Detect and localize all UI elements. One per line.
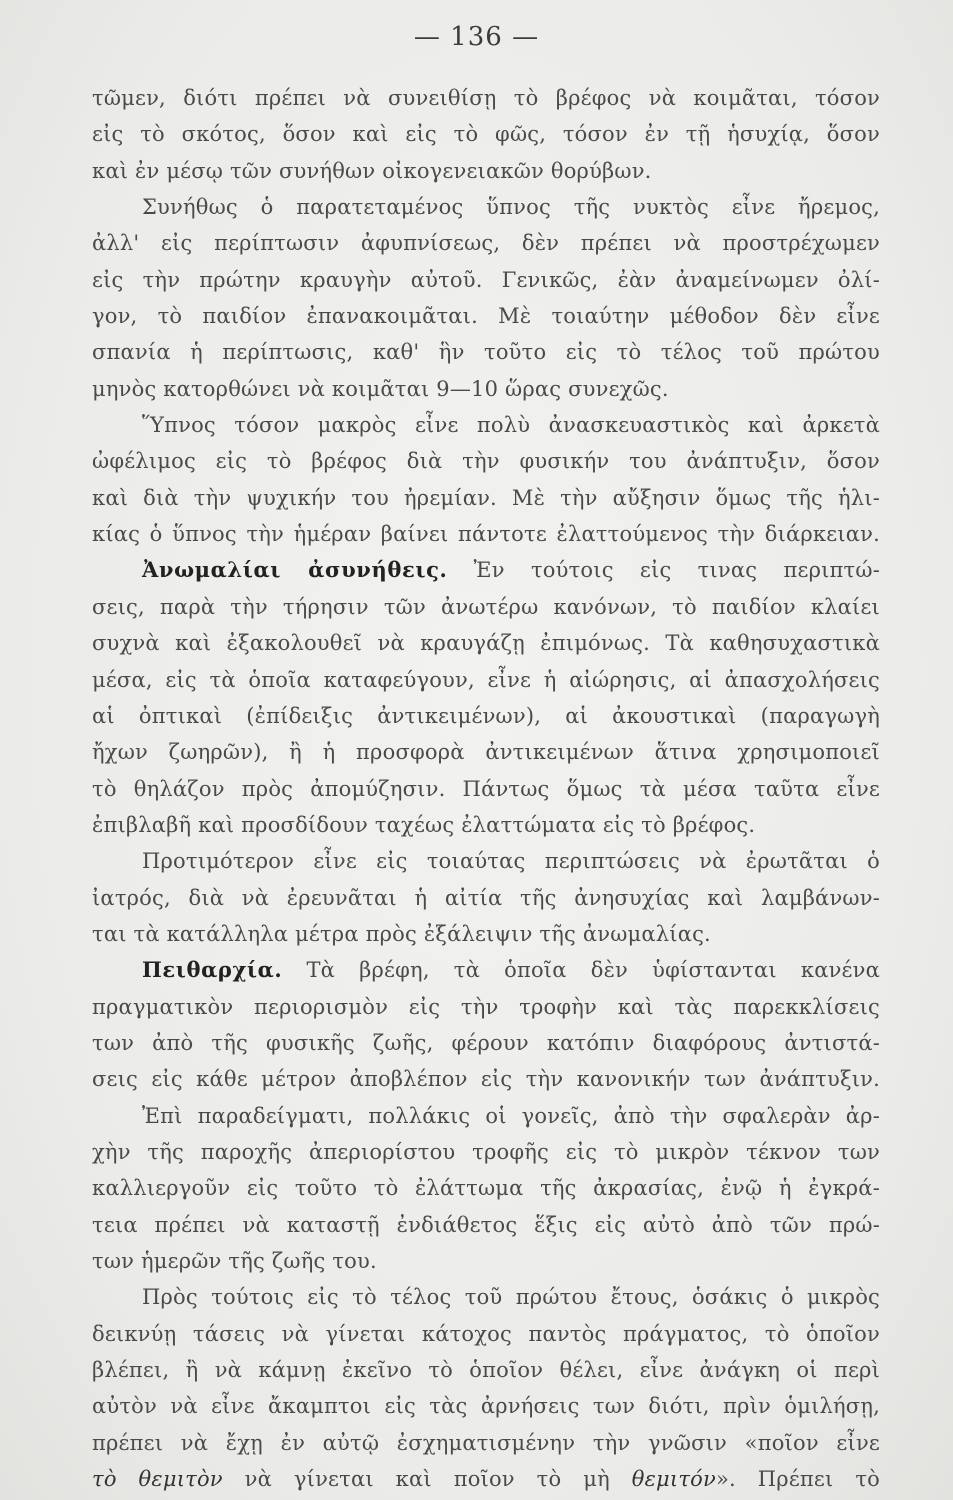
text-line: γον, τὸ παιδίον ἐπανακοιμᾶται. Μὲ τοιαύτην μέθοδον δὲν εἶνε — [92, 304, 880, 329]
text-line: ἰατρός, διὰ νὰ ἐρευνᾶται ἡ αἰτία τῆς ἀνησυχίας καὶ λαμβάνων- — [92, 885, 880, 910]
text-line: των ἀπὸ τῆς φυσικῆς ζωῆς, φέρουν κατόπιν διαφόρους ἀντιστά- — [92, 1030, 880, 1055]
text-line: καὶ ἐν μέσῳ τῶν συνήθων οἰκογενειακῶν θορύβων. — [92, 158, 652, 183]
text-line: βλέπει, ἢ νὰ κάμνῃ ἐκεῖνο τὸ ὁποῖον θέλει, εἶνε ἀνάγκη οἱ περὶ — [92, 1358, 880, 1383]
text-line: τὸ θεμιτὸν νὰ γίνεται καὶ ποῖον τὸ μὴ θεμιτόν». Πρέπει τὸ — [92, 1467, 880, 1492]
paragraph-start: Προτιμότερον εἶνε εἰς τοιαύτας περιπτώσεις νὰ ἐρωτᾶται ὁ — [142, 849, 880, 874]
text-line: ται τὰ κατάλληλα μέτρα πρὸς ἐξάλειψιν τῆς ἀνωμαλίας. — [92, 921, 711, 946]
text-line: κίας ὁ ὕπνος τὴν ἡμέραν βαίνει πάντοτε ἐλαττούμενος τὴν διάρκειαν. — [92, 522, 880, 547]
text-line: τὸ θηλάζον πρὸς ἀπομύζησιν. Πάντως ὅμως τὰ μέσα ταῦτα εἶνε — [92, 776, 880, 801]
text-line: δεικνύῃ τάσεις νὰ γίνεται κάτοχος παντὸς πράγματος, τὸ ὁποῖον — [92, 1321, 880, 1346]
text-line: σεις, παρὰ τὴν τήρησιν τῶν ἀνωτέρω κανόνων, τὸ παιδίον κλαίει — [92, 594, 880, 619]
text-line: καὶ διὰ τὴν ψυχικήν του ἠρεμίαν. Μὲ τὴν αὔξησιν ὅμως τῆς ἡλι- — [92, 485, 880, 510]
text-line: εἰς τὸ σκότος, ὅσον καὶ εἰς τὸ φῶς, τόσον ἐν τῇ ἡσυχίᾳ, ὅσον — [92, 122, 880, 147]
text-line: ἀλλ' εἰς περίπτωσιν ἀφυπνίσεως, δὲν πρέπει νὰ προστρέχωμεν — [92, 231, 880, 256]
text-line: μηνὸς κατορθώνει νὰ κοιμᾶται 9—10 ὥρας συνεχῶς. — [92, 376, 669, 401]
text-line: ἤχων ζωηρῶν), ἢ ἡ προσφορὰ ἀντικειμένων ἅτινα χρησιμοποιεῖ — [92, 740, 880, 765]
text-line: μέσα, εἰς τὰ ὁποῖα καταφεύγουν, εἶνε ἡ αἰώρησις, αἱ ἀπασχολήσεις — [92, 667, 880, 692]
text-line: πρέπει νὰ ἔχῃ ἐν αὐτῷ ἐσχηματισμένην τὴν γνῶσιν «ποῖον εἶνε — [92, 1430, 880, 1455]
text-line: εἰς τὴν πρώτην κραυγὴν αὐτοῦ. Γενικῶς, ἐὰν ἀναμείνωμεν ὀλί- — [92, 267, 880, 292]
text-line: σπανία ἡ περίπτωσις, καθ' ἣν τοῦτο εἰς τὸ τέλος τοῦ πρώτου — [92, 340, 880, 365]
page-number: — 136 — — [413, 22, 540, 52]
body-text — [92, 80, 880, 1497]
section-heading-discipline: Πειθαρχία. — [142, 957, 283, 983]
text-line: σεις εἰς κάθε μέτρον ἀποβλέπον εἰς τὴν κανονικήν των ἀνάπτυξιν. — [92, 1067, 880, 1092]
section-discipline: Πειθαρχία. Τὰ βρέφη, τὰ ὁποῖα δὲν ὑφίστανται κανένα — [142, 957, 880, 983]
text-line: τῶμεν, διότι πρέπει νὰ συνειθίσῃ τὸ βρέφος νὰ κοιμᾶται, τόσον — [92, 86, 880, 110]
text-line: των ἡμερῶν τῆς ζωῆς του. — [92, 1249, 377, 1273]
text-line: τεια πρέπει νὰ καταστῇ ἐνδιάθετος ἕξις εἰς αὐτὸ ἀπὸ τῶν πρώ- — [92, 1212, 880, 1237]
text-line: πραγματικὸν περιορισμὸν εἰς τὴν τροφὴν καὶ τὰς παρεκκλίσεις — [92, 994, 880, 1019]
text-line: ἐπιβλαβῆ καὶ προσδίδουν ταχέως ἐλαττώματα εἰς τὸ βρέφος. — [92, 812, 756, 837]
paragraph-start: Ἐπὶ παραδείγματι, πολλάκις οἱ γονεῖς, ἀπὸ τὴν σφαλερὰν ἀρ- — [142, 1103, 880, 1128]
italic-term: θεμιτόν — [631, 1467, 716, 1492]
italic-term: τὸ θεμιτὸν — [92, 1467, 223, 1492]
paragraph-start: Πρὸς τούτοις εἰς τὸ τέλος τοῦ πρώτου ἔτους, ὁσάκις ὁ μικρὸς — [142, 1285, 880, 1310]
text-line: συχνὰ καὶ ἐξακολουθεῖ νὰ κραυγάζῃ ἐπιμόνως. Τὰ καθησυχαστικὰ — [92, 631, 880, 656]
text-line: αἱ ὀπτικαὶ (ἐπίδειξις ἀντικειμένων), αἱ ἀκουστικαὶ (παραγωγὴ — [92, 703, 880, 728]
text-line: καλλιεργοῦν εἰς τοῦτο τὸ ἐλάττωμα τῆς ἀκρασίας, ἐνῷ ἡ ἐγκρά- — [92, 1176, 880, 1201]
text-line: ὠφέλιμος εἰς τὸ βρέφος διὰ τὴν φυσικήν του ἀνάπτυξιν, ὅσον — [92, 449, 880, 474]
section-heading-anomalies: Ἀνωμαλίαι ἀσυνήθεις. — [142, 557, 448, 583]
paragraph-start: Ὕπνος τόσον μακρὸς εἶνε πολὺ ἀνασκευαστικὸς καὶ ἀρκετὰ — [142, 413, 880, 438]
text-line: αὐτὸν νὰ εἶνε ἄκαμπτοι εἰς τὰς ἀρνήσεις των διότι, πρὶν ὁμιλήσῃ, — [92, 1394, 880, 1419]
paragraph-start: Συνήθως ὁ παρατεταμένος ὕπνος τῆς νυκτὸς εἶνε ἤρεμος, — [142, 195, 880, 220]
section-anomalies: Ἀνωμαλίαι ἀσυνήθεις. Ἐν τούτοις εἰς τινας περιπτώ- — [142, 557, 880, 583]
text-line: χὴν τῆς παροχῆς ἀπεριορίστου τροφῆς εἰς τὸ μικρὸν τέκνον των — [92, 1139, 880, 1164]
